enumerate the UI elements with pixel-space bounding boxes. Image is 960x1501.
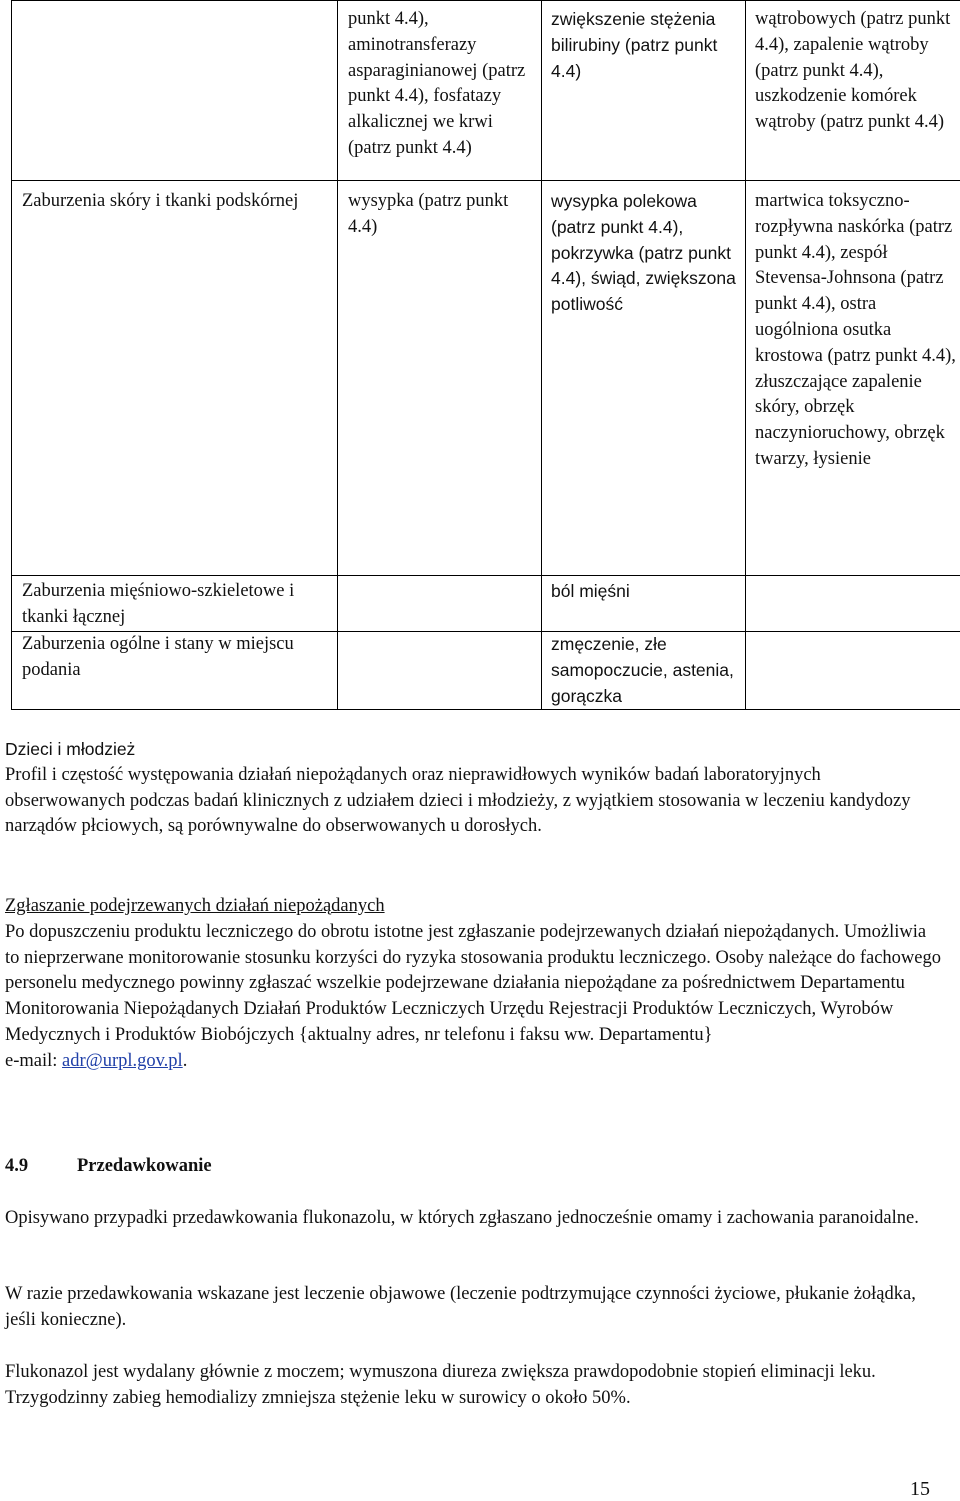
reporting-heading: Zgłaszanie podejrzewanych działań niepożądanych: [5, 896, 385, 916]
table-cell: [338, 1, 542, 181]
reporting-section: [5, 894, 945, 1075]
table-cell-text: wysypka polekowa (patrz punkt 4.4), pokrzywka (patrz punkt 4.4), świąd, zwiększona potliwość: [551, 191, 736, 315]
email-line: [5, 1049, 945, 1075]
table-cell: [338, 632, 542, 710]
overdose-paragraph: [5, 1206, 945, 1232]
soc-label: Zaburzenia mięśniowo-szkieletowe i tkanki łącznej: [22, 581, 295, 627]
overdose-text: Flukonazol jest wydalany głównie z moczem; wymuszona diureza zwiększa prawdopodobnie stopień eliminacji leku. Trzygodzinny zabieg hemodializy zmniejsza stężenie leku w surowicy o około 50%.: [5, 1362, 876, 1408]
table-cell-soc: [12, 576, 338, 632]
table-cell-text: martwica toksyczno-rozpływna naskórka (patrz punkt 4.4), zespół Stevensa-Johnsona (patrz punkt 4.4), ostra uogólniona osutka krostowa (patrz punkt 4.4), złuszczające zapalenie skóry, obrzęk naczynioruchowy, obrzęk twarzy, łysienie: [755, 191, 956, 469]
table-cell: [542, 576, 746, 632]
soc-label: Zaburzenia ogólne i stany w miejscu podania: [22, 634, 294, 680]
table-cell: [338, 181, 542, 576]
section-heading: [5, 1154, 212, 1180]
table-cell-text: zmęczenie, złe samopoczucie, astenia, gorączka: [551, 634, 734, 706]
page-number: 15: [910, 1478, 930, 1500]
table-cell: [746, 181, 960, 576]
table-row: [12, 181, 960, 576]
table-cell: [746, 632, 960, 710]
table-cell: [542, 632, 746, 710]
table-cell: [542, 1, 746, 181]
table-cell: [746, 1, 960, 181]
table-cell: [746, 576, 960, 632]
email-suffix: .: [182, 1050, 188, 1071]
overdose-paragraph: [5, 1360, 945, 1412]
adverse-reactions-table: [11, 0, 960, 710]
table-row: [12, 576, 960, 632]
table-cell-text: ból mięśni: [551, 581, 630, 601]
section-number: 4.9: [5, 1156, 29, 1176]
section-title: Przedawkowanie: [77, 1156, 212, 1176]
reporting-text: Po dopuszczeniu produktu leczniczego do obrotu istotne jest zgłaszanie podejrzewanych działań niepożądanych. Umożliwia to nieprzerwane monitorowanie stosunku korzyści do ryzyka stosowania produktu leczniczego. Osoby należące do fachowego personelu medycznego powinny zgłaszać wszelkie podejrzewane działania niepożądane za pośrednictwem Departamentu Monitorowania Niepożądanych Działań Produktów Leczniczych Urzędu Rejestracji Produktów Leczniczych, Wyrobów Medycznych i Produktów Biobójczych {aktualny adres, nr telefonu i faksu ww. Departamentu}: [5, 921, 941, 1045]
table-cell-text: punkt 4.4), aminotransferazy asparaginianowej (patrz punkt 4.4), fosfatazy alkalicznej we krwi (patrz punkt 4.4): [348, 9, 526, 158]
overdose-text: Opisywano przypadki przedawkowania flukonazolu, w których zgłaszano jednocześnie omamy i zachowania paranoidalne.: [5, 1208, 919, 1228]
table-cell-text: wątrobowych (patrz punkt 4.4), zapalenie wątroby (patrz punkt 4.4), uszkodzenie komórek wątroby (patrz punkt 4.4): [755, 9, 951, 133]
email-link[interactable]: adr@urpl.gov.pl: [62, 1050, 183, 1071]
email-label: e-mail:: [5, 1050, 63, 1071]
table-cell-soc: [12, 632, 338, 710]
table-cell-text: wysypka (patrz punkt 4.4): [348, 191, 509, 237]
pediatric-heading: Dzieci i młodzież: [5, 739, 136, 759]
overdose-paragraph: [5, 1282, 945, 1334]
pediatric-text: Profil i częstość występowania działań niepożądanych oraz nieprawidłowych wyników badań laboratoryjnych obserwowanych podczas badań klinicznych z udziałem dzieci i młodzieży, z wyjątkiem stosowania w leczeniu kandydozy narządów płciowych, są porównywalne do obserwowanych u dorosłych.: [5, 764, 911, 837]
table-cell: [542, 181, 746, 576]
overdose-text: W razie przedawkowania wskazane jest leczenie objawowe (leczenie podtrzymujące czynności życiowe, płukanie żołądka, jeśli konieczne).: [5, 1284, 916, 1330]
table-cell-text: zwiększenie stężenia bilirubiny (patrz punkt 4.4): [551, 9, 718, 81]
table-cell-soc: [12, 181, 338, 576]
table-row: [12, 1, 960, 181]
table-cell-soc: [12, 1, 338, 181]
table-cell: [338, 576, 542, 632]
soc-label: Zaburzenia skóry i tkanki podskórnej: [22, 191, 299, 211]
table-row: [12, 632, 960, 710]
pediatric-section: [5, 737, 945, 840]
